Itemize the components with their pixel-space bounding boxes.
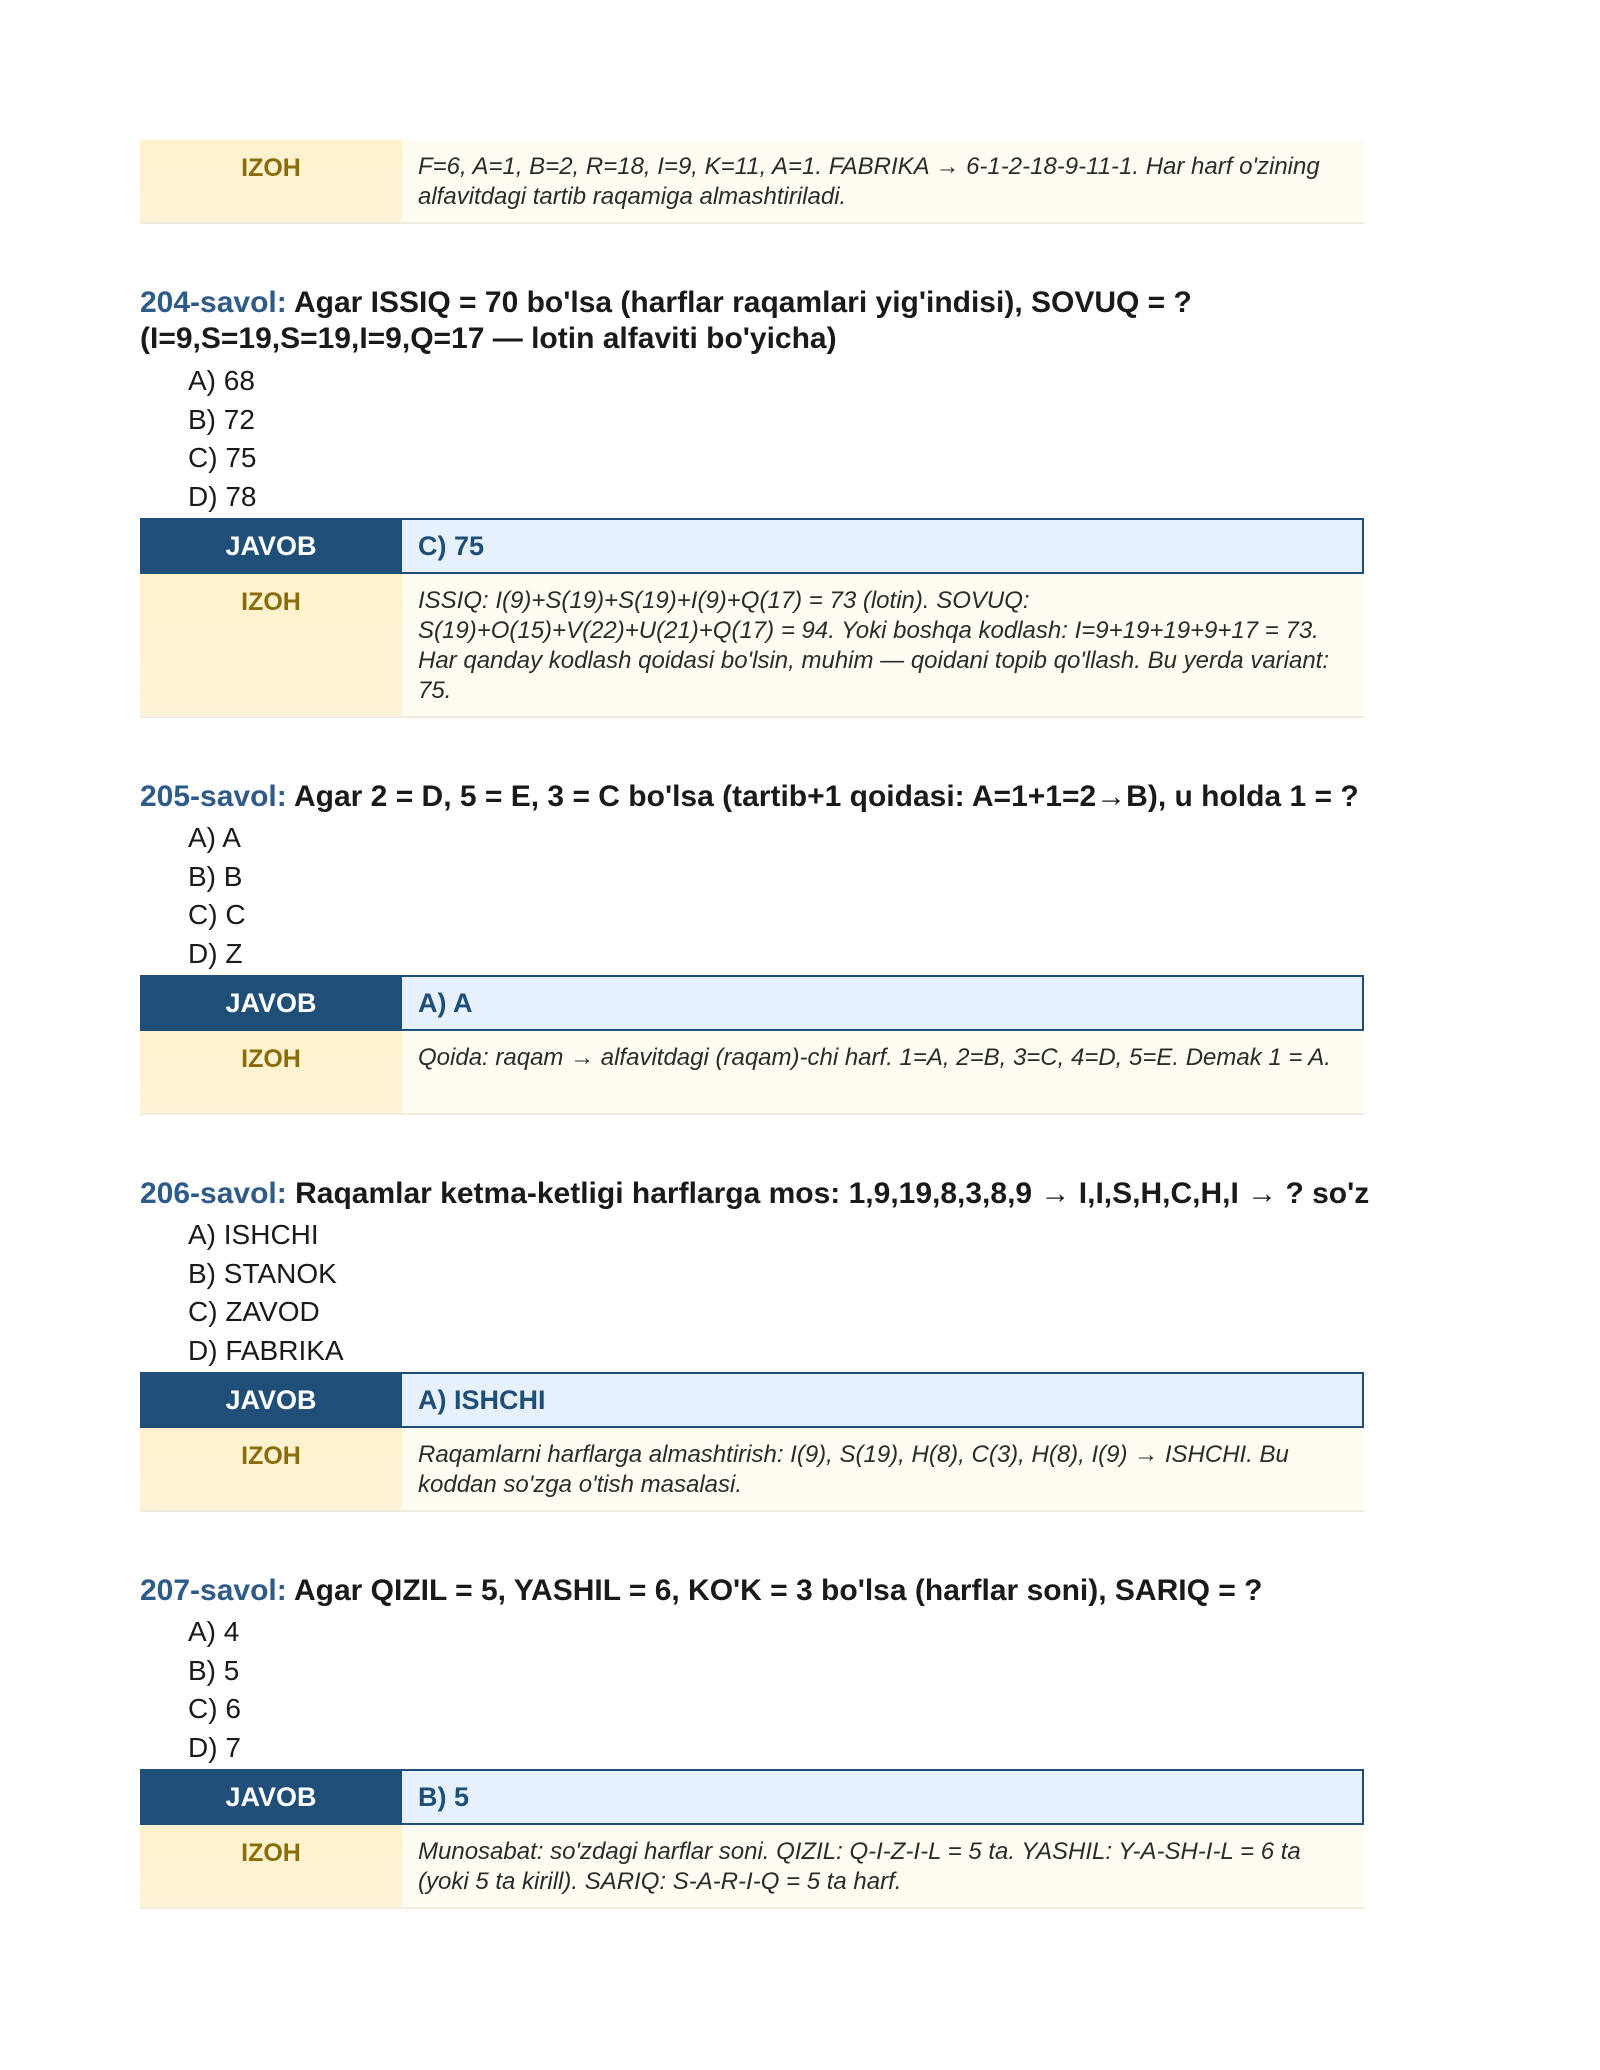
question-205 [140,779,1440,815]
izoh-text: Qoida: raqam → alfavitdagi (raqam)-chi harf. 1=A, 2=B, 3=C, 4=D, 5=E. Demak 1 = A. [402,1031,1364,1113]
question-text: Raqamlar ketma-ketligi harflarga mos: 1,9,19,8,3,8,9 → I,I,S,H,C,H,I → ? so'z [295,1177,1370,1210]
javob-label: JAVOB [140,518,402,574]
izoh-text: Raqamlarni harflarga almashtirish: I(9), S(19), H(8), C(3), H(8), I(9) → ISHCHI. Bu koddan so'zga o'tish masalasi. [402,1428,1364,1510]
javob-label: JAVOB [140,1769,402,1825]
option-c[interactable]: C) C [188,899,246,930]
option-c[interactable]: C) 75 [188,442,257,473]
question-number: 207-savol: [140,1574,287,1607]
question-204 [140,285,1300,357]
question-text: Agar 2 = D, 5 = E, 3 = C bo'lsa (tartib+1 qoidasi: A=1+1=2→B), u holda 1 = ? [293,780,1359,813]
izoh-label: IZOH [140,140,402,222]
izoh-text: ISSIQ: I(9)+S(19)+S(19)+I(9)+Q(17) = 73 (lotin). SOVUQ: S(19)+O(15)+V(22)+U(21)+Q(17) = 94. Yoki boshqa kodlash: I=9+19+19+9+17 = 73. Har qanday kodlash qoidasi bo'lsin, muhim — qoidani topib qo'llash. Bu yerda variant: 75. [402,574,1364,716]
izoh-row-top [140,140,1364,224]
izoh-text: Munosabat: so'zdagi harflar soni. QIZIL: Q-I-Z-I-L = 5 ta. YASHIL: Y-A-SH-I-L = 6 ta (yoki 5 ta kirill). SARIQ: S-A-R-I-Q = 5 ta harf. [402,1825,1364,1907]
javob-row-204 [140,518,1364,574]
izoh-text: F=6, A=1, B=2, R=18, I=9, K=11, A=1. FABRIKA → 6-1-2-18-9-11-1. Har harf o'zining alfavitdagi tartib raqamiga almashtiriladi. [402,140,1364,222]
javob-value: A) ISHCHI [402,1372,1364,1428]
izoh-label: IZOH [140,1825,402,1907]
options-205 [188,819,246,973]
question-206 [140,1176,1440,1212]
options-207 [188,1613,241,1767]
javob-value: C) 75 [402,518,1364,574]
option-c[interactable]: C) 6 [188,1693,241,1724]
option-b[interactable]: B) B [188,860,243,892]
option-a[interactable]: A) ISHCHI [188,1219,319,1250]
option-d[interactable]: D) FABRIKA [188,1334,344,1366]
izoh-label: IZOH [140,1428,402,1510]
question-number: 205-savol: [140,780,287,813]
question-207 [140,1573,1440,1609]
javob-row-205 [140,975,1364,1031]
izoh-label: IZOH [140,1031,402,1113]
javob-label: JAVOB [140,1372,402,1428]
javob-value: A) A [402,975,1364,1031]
option-b[interactable]: B) 72 [188,403,255,435]
question-number: 206-savol: [140,1177,287,1210]
option-d[interactable]: D) 78 [188,480,257,512]
question-text: Agar ISSIQ = 70 bo'lsa (harflar raqamlari yig'indisi), SOVUQ = ? (I=9,S=19,S=19,I=9,Q=17 — lotin alfaviti bo'yicha) [140,286,1192,355]
question-text: Agar QIZIL = 5, YASHIL = 6, KO'K = 3 bo'lsa (harflar soni), SARIQ = ? [293,1574,1263,1607]
option-a[interactable]: A) 4 [188,1616,240,1647]
options-204 [188,362,256,516]
izoh-row-204 [140,574,1364,718]
question-number: 204-savol: [140,286,287,319]
option-b[interactable]: B) STANOK [188,1257,337,1289]
options-206 [188,1216,344,1370]
option-c[interactable]: C) ZAVOD [188,1296,320,1327]
izoh-row-205 [140,1031,1364,1115]
izoh-row-207 [140,1825,1364,1909]
javob-value: B) 5 [402,1769,1364,1825]
javob-row-206 [140,1372,1364,1428]
option-d[interactable]: D) Z [188,937,243,969]
izoh-row-206 [140,1428,1364,1512]
javob-row-207 [140,1769,1364,1825]
izoh-label: IZOH [140,574,402,716]
option-b[interactable]: B) 5 [188,1654,240,1686]
option-a[interactable]: A) 68 [188,365,255,396]
javob-label: JAVOB [140,975,402,1031]
option-d[interactable]: D) 7 [188,1731,241,1763]
option-a[interactable]: A) A [188,822,241,853]
